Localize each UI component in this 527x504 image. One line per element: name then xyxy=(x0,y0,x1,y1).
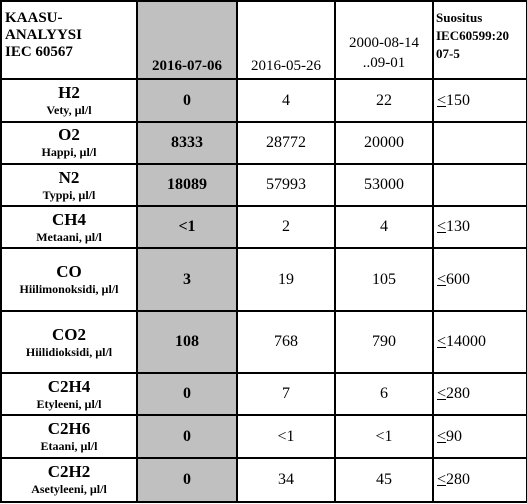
title-line: IEC 60567 xyxy=(5,44,73,60)
table-row xyxy=(1,206,527,248)
range-line: ..09-01 xyxy=(362,55,406,72)
limit-value: 280 xyxy=(446,470,471,488)
gas-cell xyxy=(1,248,137,310)
title-line: ANALYYSI xyxy=(5,27,82,43)
gas-name: Typpi, µl/l xyxy=(42,187,96,202)
gas-formula: C2H6 xyxy=(47,419,91,439)
value-2016-05-26: 4 xyxy=(237,79,335,121)
value-2016-07-06: 18089 xyxy=(137,164,237,206)
limit-symbol: < xyxy=(437,470,447,488)
value-2016-07-06: 3 xyxy=(137,248,237,310)
range-line: 2000-08-14 xyxy=(349,35,419,52)
value-2016-05-26: 2 xyxy=(237,206,335,248)
gas-formula: CH4 xyxy=(52,209,86,229)
header-row xyxy=(1,1,527,79)
gas-name: Metaani, µl/l xyxy=(36,229,102,244)
limit-symbol: < xyxy=(437,427,447,445)
gas-cell xyxy=(1,79,137,121)
gas-cell xyxy=(1,122,137,164)
gas-name: Asetyleeni, µl/l xyxy=(31,482,107,497)
table-row xyxy=(1,79,527,121)
value-2000-range: 45 xyxy=(335,458,433,502)
gas-cell xyxy=(1,373,137,415)
value-2016-05-26: 28772 xyxy=(237,122,335,164)
gas-rows xyxy=(1,79,527,502)
value-2016-07-06: 0 xyxy=(137,373,237,415)
limit-value: 280 xyxy=(446,385,471,403)
value-2016-07-06: 0 xyxy=(137,458,237,502)
limit-symbol: < xyxy=(437,333,447,350)
gas-formula: C2H2 xyxy=(47,462,91,482)
table-row xyxy=(1,415,527,457)
gas-name: Etaani, µl/l xyxy=(40,439,98,454)
recommended-limit xyxy=(433,122,527,164)
value-2016-05-26: 19 xyxy=(237,248,335,310)
limit-symbol: < xyxy=(437,385,447,403)
table-row xyxy=(1,458,527,502)
recommended-limit xyxy=(433,458,527,502)
table-row xyxy=(1,311,527,373)
column-header-2016-07-06: 2016-07-06 xyxy=(137,1,237,79)
limit-symbol: < xyxy=(437,91,447,109)
value-2016-05-26: <1 xyxy=(237,415,335,457)
gas-formula: C2H4 xyxy=(47,376,91,396)
limit-symbol: < xyxy=(437,270,447,288)
gas-cell xyxy=(1,311,137,373)
value-2016-07-06: 108 xyxy=(137,311,237,373)
standard-line: 07-5 xyxy=(436,46,460,61)
gas-cell xyxy=(1,164,137,206)
value-2000-range: <1 xyxy=(335,415,433,457)
recommended-limit xyxy=(433,206,527,248)
gas-formula: CO2 xyxy=(52,324,86,344)
table-row xyxy=(1,373,527,415)
value-2000-range: 4 xyxy=(335,206,433,248)
limit-symbol: < xyxy=(437,218,447,236)
recommended-limit xyxy=(433,311,527,373)
limit-value: 150 xyxy=(446,91,471,109)
column-header-2000-range xyxy=(335,1,433,79)
gas-formula: CO xyxy=(56,262,82,282)
value-2000-range: 6 xyxy=(335,373,433,415)
recommended-limit xyxy=(433,415,527,457)
limit-value: 600 xyxy=(446,270,471,288)
gas-name: Vety, µl/l xyxy=(46,103,92,118)
value-2000-range: 105 xyxy=(335,248,433,310)
gas-name: Hiilidioksidi, µl/l xyxy=(25,344,113,359)
value-2000-range: 53000 xyxy=(335,164,433,206)
gas-formula: H2 xyxy=(58,83,80,103)
gas-formula: N2 xyxy=(58,167,80,187)
table-row xyxy=(1,164,527,206)
standard-line: Suositus xyxy=(436,10,483,25)
title-line: KAASU- xyxy=(5,10,63,26)
recommended-limit xyxy=(433,373,527,415)
table-row xyxy=(1,248,527,310)
standard-line: IEC60599:20 xyxy=(436,28,509,43)
value-2016-05-26: 34 xyxy=(237,458,335,502)
gas-name: Etyleeni, µl/l xyxy=(36,396,102,411)
value-2016-05-26: 7 xyxy=(237,373,335,415)
value-2000-range: 20000 xyxy=(335,122,433,164)
limit-value: 130 xyxy=(446,218,471,236)
gas-cell xyxy=(1,458,137,502)
value-2000-range: 790 xyxy=(335,311,433,373)
gas-formula: O2 xyxy=(58,125,80,145)
value-2016-05-26: 57993 xyxy=(237,164,335,206)
column-header-2016-05-26: 2016-05-26 xyxy=(237,1,335,79)
table-row xyxy=(1,122,527,164)
limit-value: 14000 xyxy=(446,333,487,350)
table-title xyxy=(1,1,137,79)
recommended-limit xyxy=(433,79,527,121)
limit-value: 90 xyxy=(446,427,463,445)
value-2016-07-06: 0 xyxy=(137,415,237,457)
value-2000-range: 22 xyxy=(335,79,433,121)
recommended-limit xyxy=(433,248,527,310)
value-2016-07-06: 0 xyxy=(137,79,237,121)
value-2016-07-06: 8333 xyxy=(137,122,237,164)
value-2016-05-26: 768 xyxy=(237,311,335,373)
gas-name: Hiilimonoksidi, µl/l xyxy=(19,282,119,297)
value-2016-07-06: <1 xyxy=(137,206,237,248)
recommended-limit xyxy=(433,164,527,206)
gas-cell xyxy=(1,415,137,457)
gas-name: Happi, µl/l xyxy=(41,145,97,160)
gas-cell xyxy=(1,206,137,248)
column-header-recommendation xyxy=(433,1,527,79)
